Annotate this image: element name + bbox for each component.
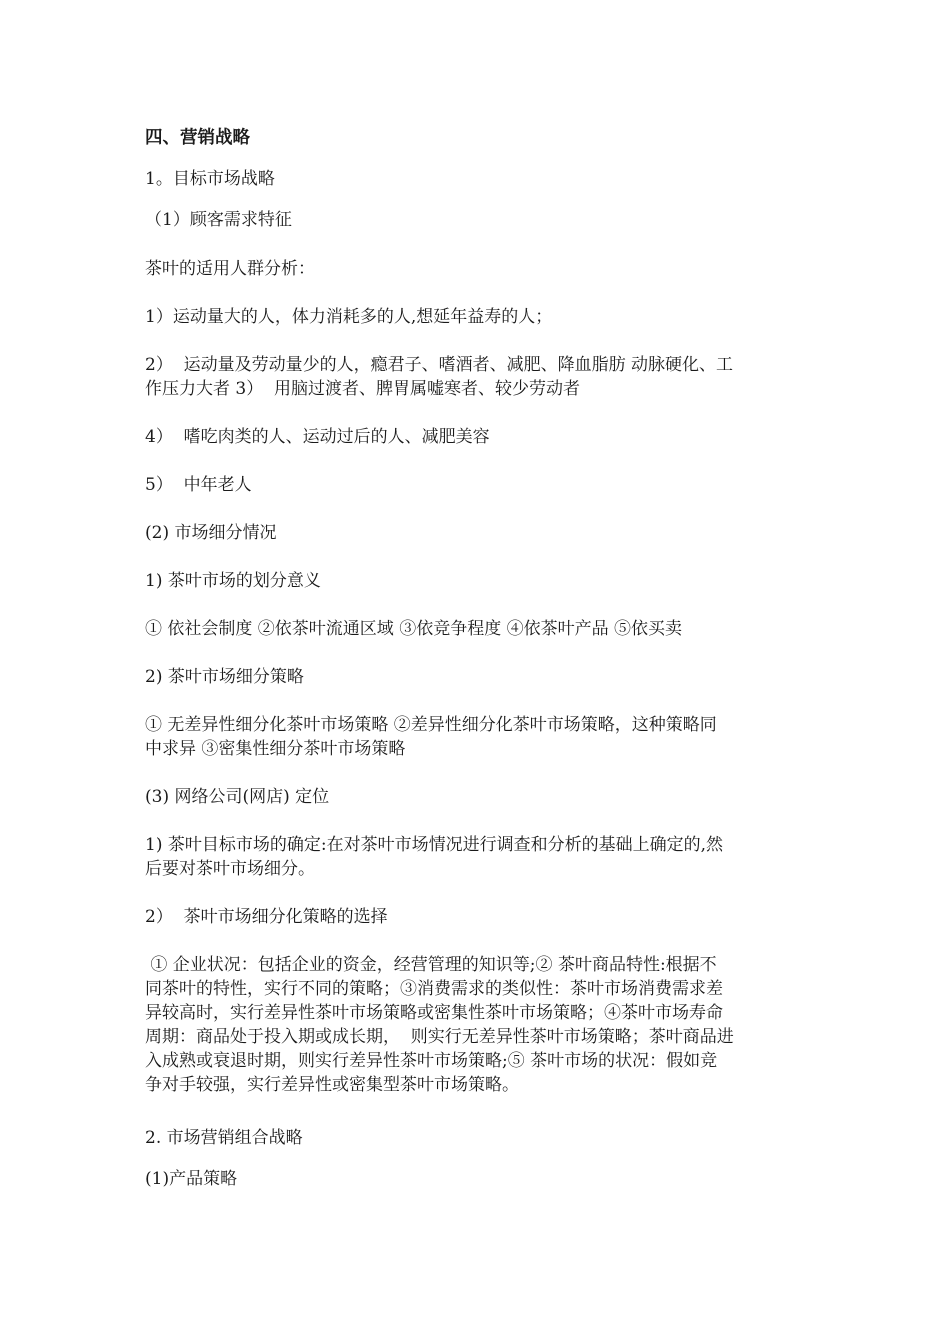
list-item: 2) 茶叶市场细分策略 [145,667,304,687]
section-heading: 四、营销战略 [145,128,250,148]
paragraph: 1) 茶叶目标市场的确定:在对茶叶市场情况进行调查和分析的基础上确定的,然 [145,835,723,855]
item-heading: (3) 网络公司(网店) 定位 [145,787,330,807]
list-item: 1）运动量大的人，体力消耗多的人,想延年益寿的人； [145,307,553,327]
item-heading: （1）顾客需求特征 [145,210,292,230]
list-item: 4） 嗜吃肉类的人、运动过后的人、减肥美容 [145,427,490,447]
paragraph: 茶叶的适用人群分析： [145,259,315,279]
item-heading: (1)产品策略 [145,1169,238,1189]
paragraph-continuation: 周期：商品处于投入期或成长期， 则实行无差异性茶叶市场策略；茶叶商品进 [145,1027,734,1047]
paragraph-continuation: 后要对茶叶市场细分。 [145,859,315,879]
subsection-title: 2. 市场营销组合战略 [145,1128,303,1148]
list-item: 1) 茶叶市场的划分意义 [145,571,321,591]
subsection-title: 1。目标市场战略 [145,169,275,189]
paragraph: ① 依社会制度 ②依茶叶流通区域 ③依竞争程度 ④依茶叶产品 ⑤依买卖 [145,619,683,639]
paragraph-continuation: 中求异 ③密集性细分茶叶市场策略 [145,739,406,759]
list-item: 5） 中年老人 [145,475,252,495]
list-item: 2） 运动量及劳动量少的人，瘾君子、嗜酒者、减肥、降血脂肪 动脉硬化、工 [145,355,734,375]
item-heading: (2) 市场细分情况 [145,523,277,543]
paragraph-continuation: 入成熟或衰退时期，则实行差异性茶叶市场策略;⑤ 茶叶市场的状况：假如竞 [145,1051,718,1071]
paragraph-continuation: 争对手较强，实行差异性或密集型茶叶市场策略。 [145,1075,519,1095]
paragraph-continuation: 异较高时，实行差异性茶叶市场策略或密集性茶叶市场策略；④茶叶市场寿命 [145,1003,723,1023]
list-item: 2） 茶叶市场细分化策略的选择 [145,907,388,927]
paragraph: ① 无差异性细分化茶叶市场策略 ②差异性细分化茶叶市场策略，这种策略同 [145,715,717,735]
paragraph: ① 企业状况：包括企业的资金，经营管理的知识等;② 茶叶商品特性:根据不 [145,955,717,975]
list-item-continuation: 作压力大者 3） 用脑过渡者、脾胃属嘘寒者、较少劳动者 [145,379,581,399]
paragraph-continuation: 同茶叶的特性，实行不同的策略；③消费需求的类似性：茶叶市场消费需求差 [145,979,723,999]
